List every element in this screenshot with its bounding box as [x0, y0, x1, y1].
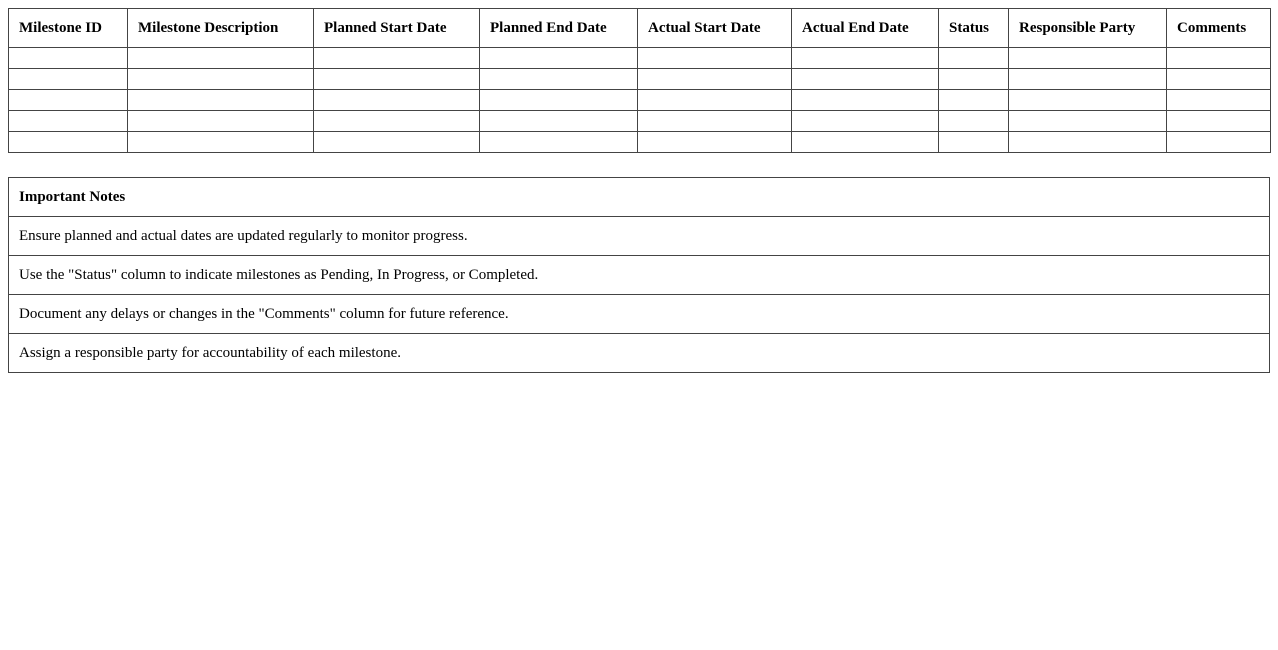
table-cell[interactable] [128, 111, 314, 132]
table-cell[interactable] [638, 132, 792, 153]
table-row [9, 90, 1271, 111]
table-cell[interactable] [9, 69, 128, 90]
table-cell[interactable] [638, 69, 792, 90]
table-cell[interactable] [939, 111, 1009, 132]
table-cell[interactable] [314, 48, 480, 69]
table-cell[interactable] [638, 90, 792, 111]
note-item: Document any delays or changes in the "Comments" column for future reference. [9, 295, 1270, 334]
note-row [9, 334, 1270, 373]
table-cell[interactable] [792, 48, 939, 69]
table-cell[interactable] [939, 48, 1009, 69]
table-cell[interactable] [480, 90, 638, 111]
table-cell[interactable] [1009, 48, 1167, 69]
table-cell[interactable] [638, 111, 792, 132]
note-row [9, 256, 1270, 295]
table-cell[interactable] [939, 69, 1009, 90]
header-actual-start-date: Actual Start Date [638, 9, 792, 48]
note-row [9, 217, 1270, 256]
important-notes-table [8, 177, 1270, 373]
header-actual-end-date: Actual End Date [792, 9, 939, 48]
header-milestone-description: Milestone Description [128, 9, 314, 48]
table-header-row [9, 9, 1271, 48]
table-cell[interactable] [638, 48, 792, 69]
table-cell[interactable] [939, 90, 1009, 111]
table-cell[interactable] [480, 48, 638, 69]
table-cell[interactable] [1167, 111, 1271, 132]
table-cell[interactable] [792, 132, 939, 153]
table-row [9, 69, 1271, 90]
note-item: Ensure planned and actual dates are updated regularly to monitor progress. [9, 217, 1270, 256]
milestone-tracker-table [8, 8, 1271, 153]
table-cell[interactable] [1009, 132, 1167, 153]
table-cell[interactable] [128, 48, 314, 69]
table-cell[interactable] [1167, 69, 1271, 90]
table-cell[interactable] [1009, 90, 1167, 111]
notes-title: Important Notes [9, 178, 1270, 217]
header-planned-start-date: Planned Start Date [314, 9, 480, 48]
table-cell[interactable] [792, 69, 939, 90]
table-cell[interactable] [314, 111, 480, 132]
table-cell[interactable] [9, 111, 128, 132]
header-responsible-party: Responsible Party [1009, 9, 1167, 48]
header-milestone-id: Milestone ID [9, 9, 128, 48]
table-cell[interactable] [792, 90, 939, 111]
table-cell[interactable] [1009, 111, 1167, 132]
table-cell[interactable] [1009, 69, 1167, 90]
notes-header-row [9, 178, 1270, 217]
table-cell[interactable] [792, 111, 939, 132]
table-cell[interactable] [128, 132, 314, 153]
table-cell[interactable] [1167, 90, 1271, 111]
table-cell[interactable] [9, 132, 128, 153]
table-cell[interactable] [9, 90, 128, 111]
table-cell[interactable] [480, 111, 638, 132]
note-row [9, 295, 1270, 334]
table-cell[interactable] [480, 132, 638, 153]
table-row [9, 132, 1271, 153]
header-comments: Comments [1167, 9, 1271, 48]
table-cell[interactable] [1167, 132, 1271, 153]
table-cell[interactable] [314, 69, 480, 90]
table-cell[interactable] [128, 69, 314, 90]
table-cell[interactable] [1167, 48, 1271, 69]
note-item: Assign a responsible party for accountability of each milestone. [9, 334, 1270, 373]
note-item: Use the "Status" column to indicate milestones as Pending, In Progress, or Completed. [9, 256, 1270, 295]
table-row [9, 48, 1271, 69]
header-status: Status [939, 9, 1009, 48]
header-planned-end-date: Planned End Date [480, 9, 638, 48]
table-cell[interactable] [314, 90, 480, 111]
table-row [9, 111, 1271, 132]
table-cell[interactable] [128, 90, 314, 111]
table-cell[interactable] [9, 48, 128, 69]
table-cell[interactable] [480, 69, 638, 90]
table-cell[interactable] [314, 132, 480, 153]
table-cell[interactable] [939, 132, 1009, 153]
